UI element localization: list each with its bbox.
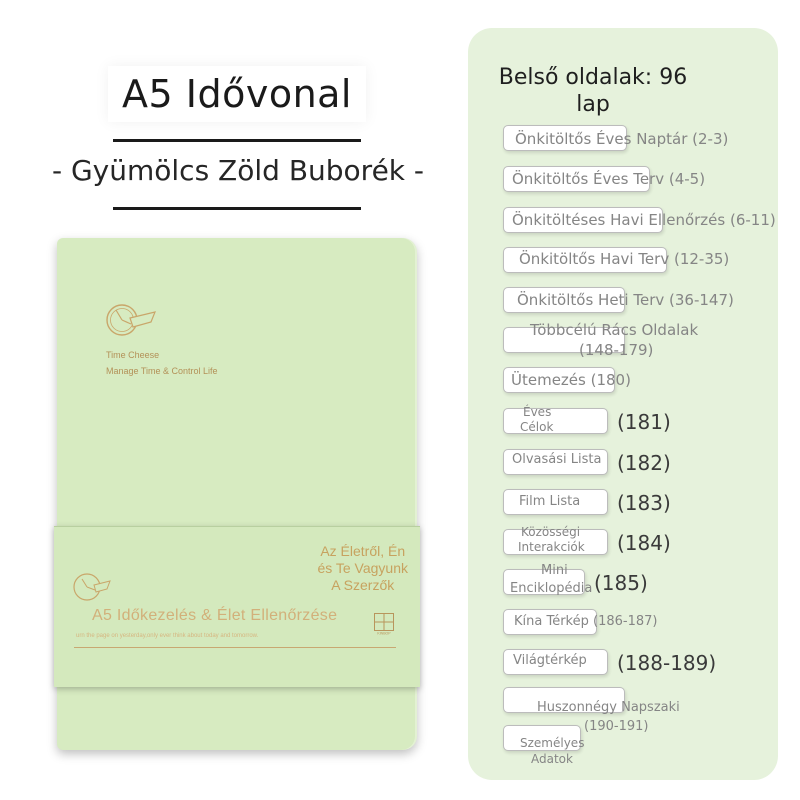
band-underline xyxy=(74,647,396,648)
contents-pages: (185) xyxy=(594,571,648,595)
contents-item-line2: Célok xyxy=(520,420,554,434)
contents-title-line: Belső oldalak: 96 xyxy=(498,65,688,90)
band-quote: urn the page on yesterday,only ever think about today and tomorrow. xyxy=(76,633,259,639)
cover-band xyxy=(54,526,420,687)
contents-item: Önkitöltéses Havi Ellenőrzés (6-11) xyxy=(512,211,776,229)
contents-item-line2: Interakciók xyxy=(518,540,585,554)
contents-pages: (188-189) xyxy=(617,651,717,675)
contents-title xyxy=(468,64,718,118)
contents-item: Film Lista xyxy=(519,494,581,509)
contents-pages: (184) xyxy=(617,531,671,555)
contents-item: Önkitöltős Heti Terv (36-147) xyxy=(517,291,734,309)
contents-item: Önkitöltős Havi Terv (12-35) xyxy=(519,250,730,268)
contents-item: Világtérkép xyxy=(513,653,587,668)
page-title: A5 Idővonal xyxy=(122,72,352,116)
band-author-line: Az Életről, Én xyxy=(320,543,406,559)
bottom-divider xyxy=(113,207,361,210)
band-author-line: és Te Vagyunk xyxy=(317,560,408,576)
contents-item-line2: Adatok xyxy=(531,752,573,766)
top-divider xyxy=(113,139,361,142)
brand-tagline: Manage Time & Control Life xyxy=(106,366,218,376)
band-author-line: A Szerzők xyxy=(331,577,395,593)
contents-item-line2: (148-179) xyxy=(579,341,654,359)
contents-item: Önkitöltős Éves Terv (4-5) xyxy=(512,170,706,188)
band-authors xyxy=(317,543,408,594)
contents-pages: (181) xyxy=(617,410,671,434)
subtitle: - Gyümölcs Zöld Buborék - xyxy=(51,154,425,187)
contents-item-line2: (190-191) xyxy=(584,719,649,734)
contents-item-line1: Mini xyxy=(541,563,568,578)
contents-title-line: lap xyxy=(576,92,610,117)
contents-item-line1: Személyes xyxy=(520,736,585,750)
band-title: A5 Időkezelés & Élet Ellenőrzése xyxy=(92,607,338,624)
contents-item: Olvasási Lista xyxy=(512,452,602,467)
contents-item: Önkitöltős Éves Naptár (2-3) xyxy=(515,130,729,148)
contents-pages: (183) xyxy=(617,491,671,515)
band-clock-icon xyxy=(72,571,112,603)
contents-pages: (182) xyxy=(617,451,671,475)
contents-item-line2: Enciklopédia xyxy=(510,581,593,596)
title-box xyxy=(108,66,366,122)
contents-tab xyxy=(503,408,608,434)
contents-item-line1: Többcélú Rács Oldalak xyxy=(530,321,699,339)
contents-item-line1: Közösségi xyxy=(521,525,581,539)
brand-name: Time Cheese xyxy=(106,350,160,360)
clock-cheese-icon xyxy=(103,300,159,338)
contents-item: Kína Térkép (186-187) xyxy=(514,614,658,629)
contents-item-line1: Éves xyxy=(523,405,552,419)
kinbop-logo xyxy=(374,613,394,635)
contents-item-line1: Huszonnégy Napszaki xyxy=(537,700,680,715)
logo-text: KINBOP xyxy=(377,631,391,635)
contents-item: Ütemezés (180) xyxy=(511,371,631,389)
